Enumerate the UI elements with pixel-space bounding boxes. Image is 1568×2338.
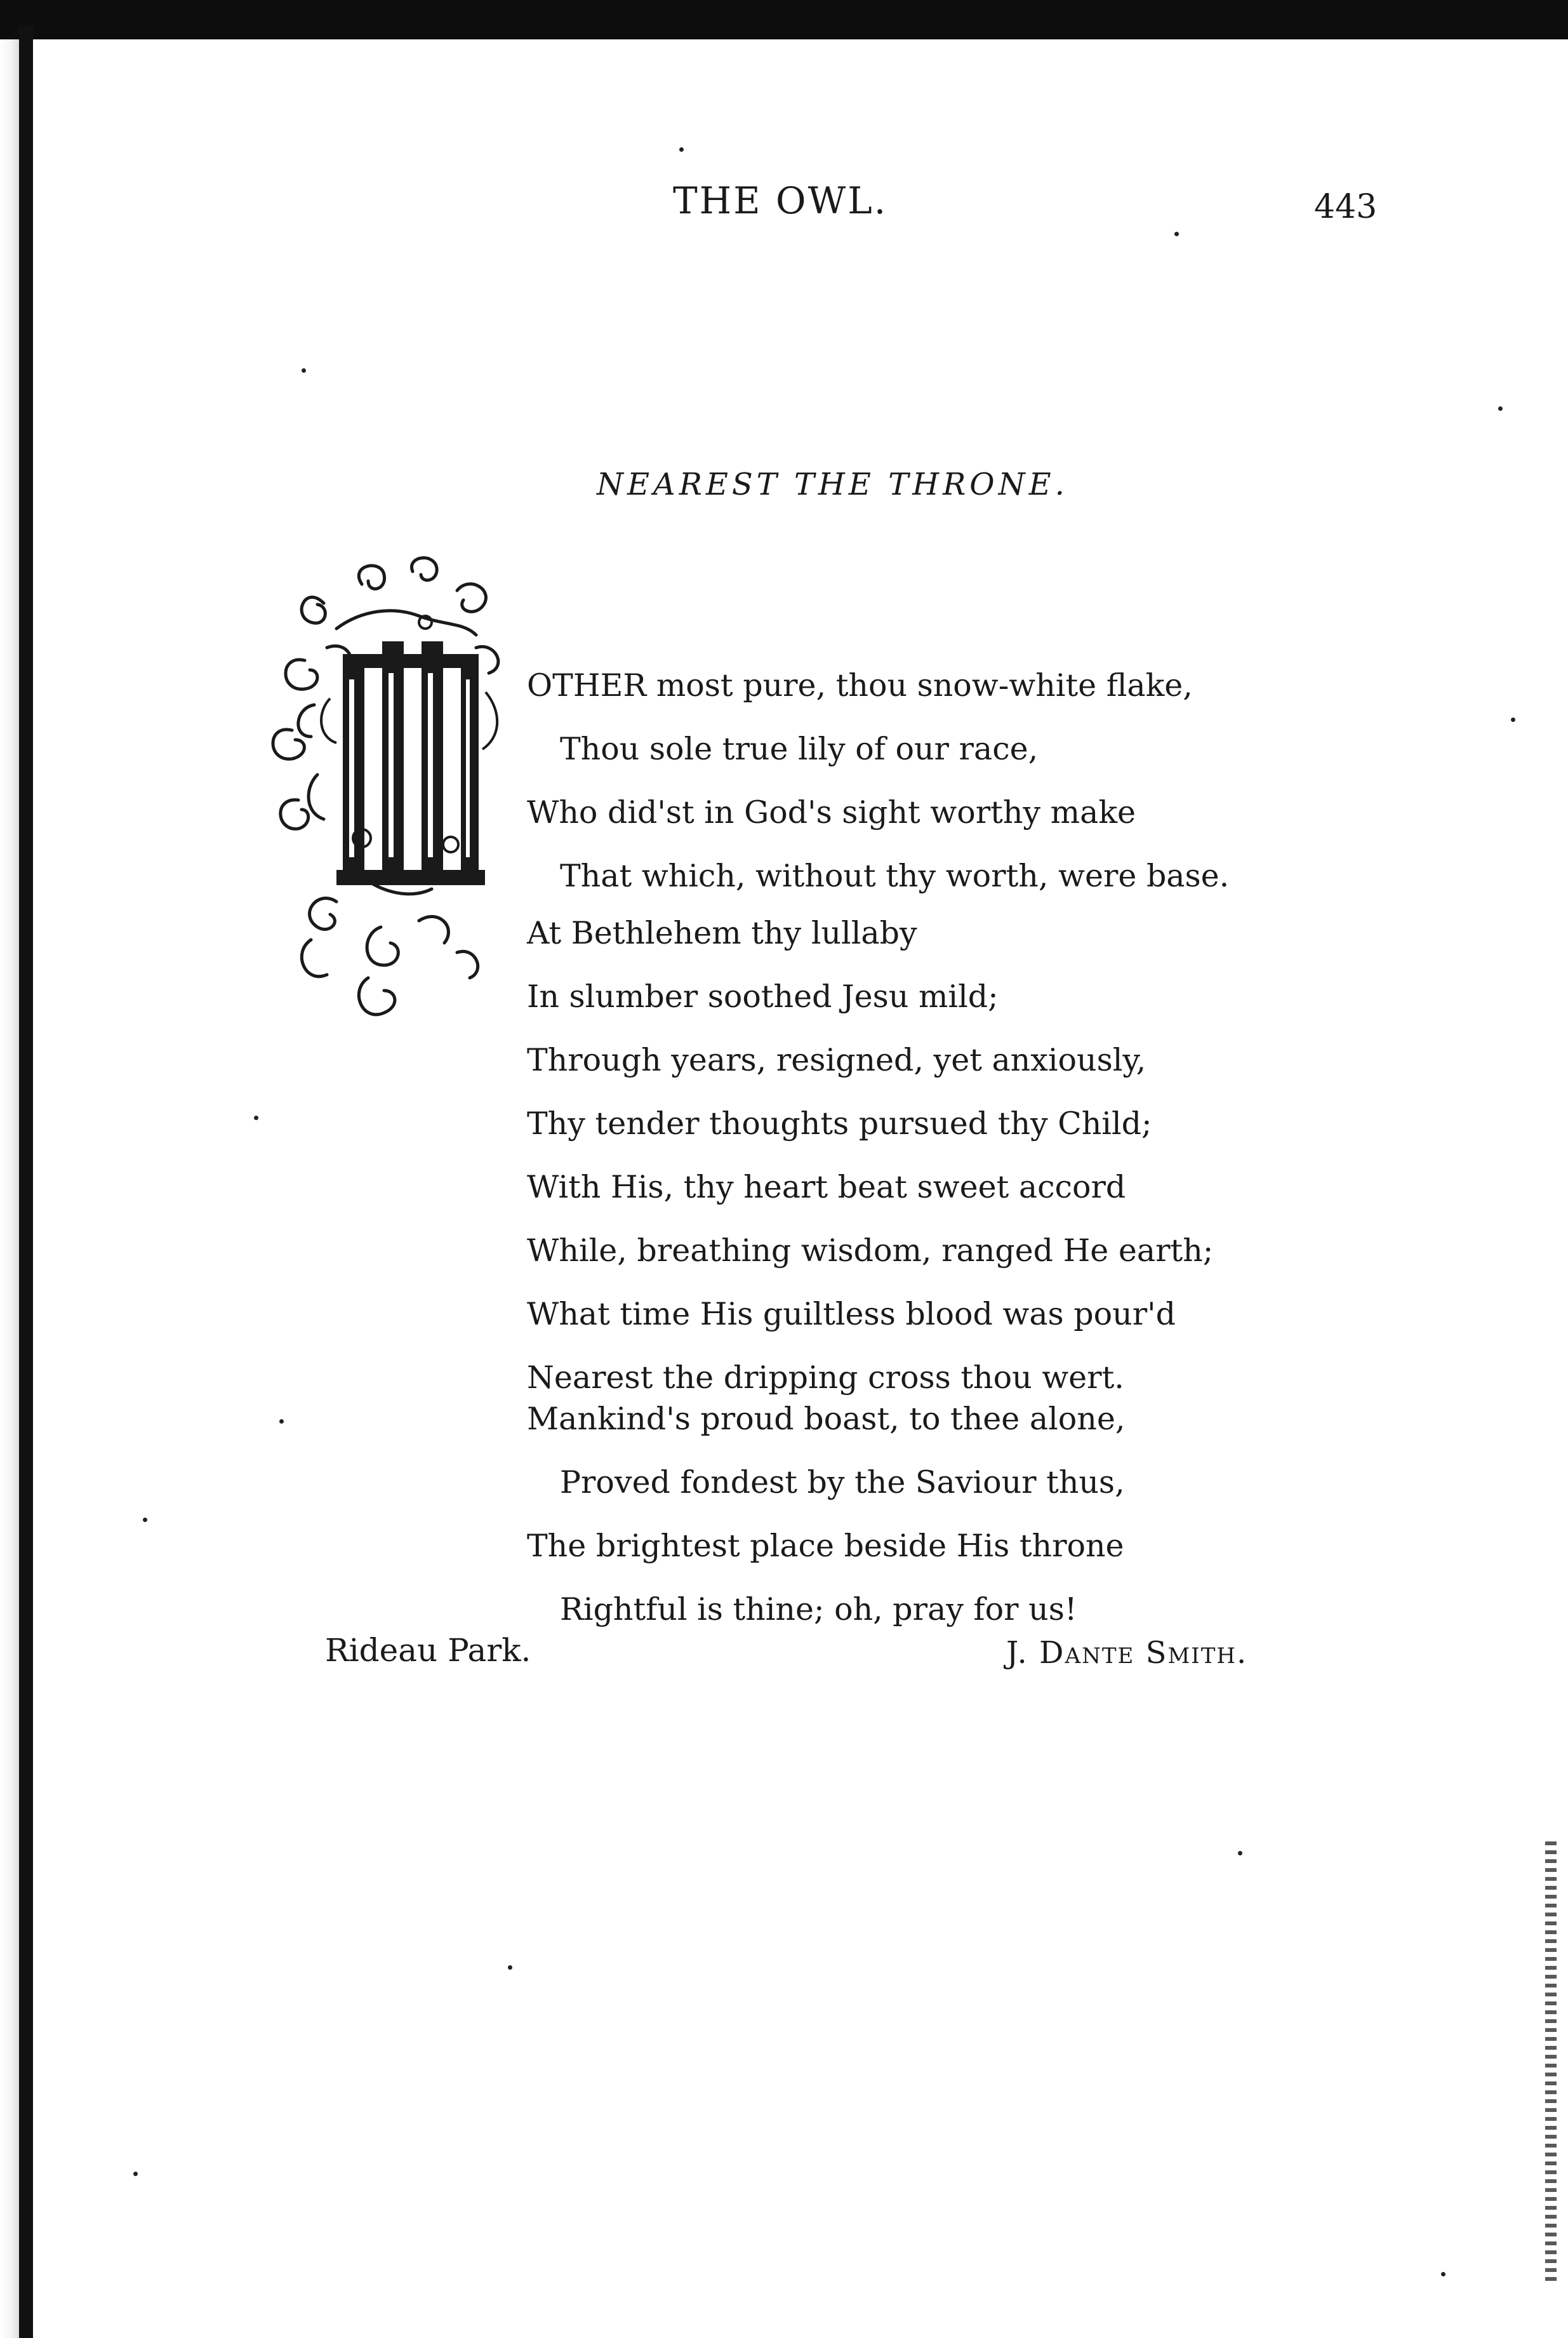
poem-line: With His, thy heart beat sweet accord (527, 1169, 1126, 1205)
poem-line: Rightful is thine; oh, pray for us! (560, 1591, 1077, 1627)
scan-speck (1441, 2272, 1445, 2276)
stanza-2 (527, 902, 1213, 1410)
poem-line: Nearest the dripping cross thou wert. (527, 1359, 1124, 1396)
scan-top-border (0, 0, 1568, 39)
scan-speck (679, 147, 684, 152)
scan-speck (143, 1518, 147, 1522)
poem-line: Thy tender thoughts pursued thy Child; (527, 1106, 1152, 1142)
scan-speck (508, 1965, 512, 1970)
scan-speck (1238, 1851, 1242, 1855)
place-of-writing: Rideau Park. (325, 1632, 531, 1669)
scan-speck (254, 1116, 258, 1120)
page-number: 443 (1314, 188, 1378, 226)
poem-line: That which, without thy worth, were base. (560, 858, 1230, 894)
poem-line: While, breathing wisdom, ranged He earth; (527, 1232, 1214, 1269)
scan-speck (133, 2172, 138, 2176)
stanza-1 (527, 654, 1229, 908)
page-edge-shadow (0, 25, 19, 2338)
running-head: THE OWL. (673, 179, 888, 222)
scan-right-edge-specks (1545, 1841, 1557, 2286)
scan-speck (1511, 718, 1515, 722)
scan-speck (1498, 406, 1503, 411)
author-name: J. Dante Smith. (1006, 1635, 1248, 1671)
poem-title: NEAREST THE THRONE. (597, 467, 1068, 502)
poem-line: Proved fondest by the Saviour thus, (560, 1464, 1125, 1500)
poem-line: What time His guiltless blood was pour'd (527, 1296, 1176, 1332)
poem-line: Through years, resigned, yet anxiously, (527, 1042, 1146, 1078)
scan-left-border (19, 25, 33, 2338)
poem-line: The brightest place beside His throne (527, 1528, 1124, 1564)
poem-line: Mankind's proud boast, to thee alone, (527, 1401, 1126, 1437)
scan-speck (302, 368, 306, 373)
stanza-3 (527, 1387, 1125, 1641)
poem-line: In slumber soothed Jesu mild; (527, 979, 999, 1015)
poem-line: Thou sole true lily of our race, (560, 731, 1039, 767)
poem-line: OTHER most pure, thou snow-white flake, (527, 667, 1193, 704)
scan-speck (279, 1419, 284, 1424)
poem-line: At Bethlehem thy lullaby (527, 915, 917, 951)
poem-line: Who did'st in God's sight worthy make (527, 794, 1136, 831)
ornamental-drop-cap-m (267, 546, 521, 1029)
scan-speck (1174, 232, 1179, 236)
